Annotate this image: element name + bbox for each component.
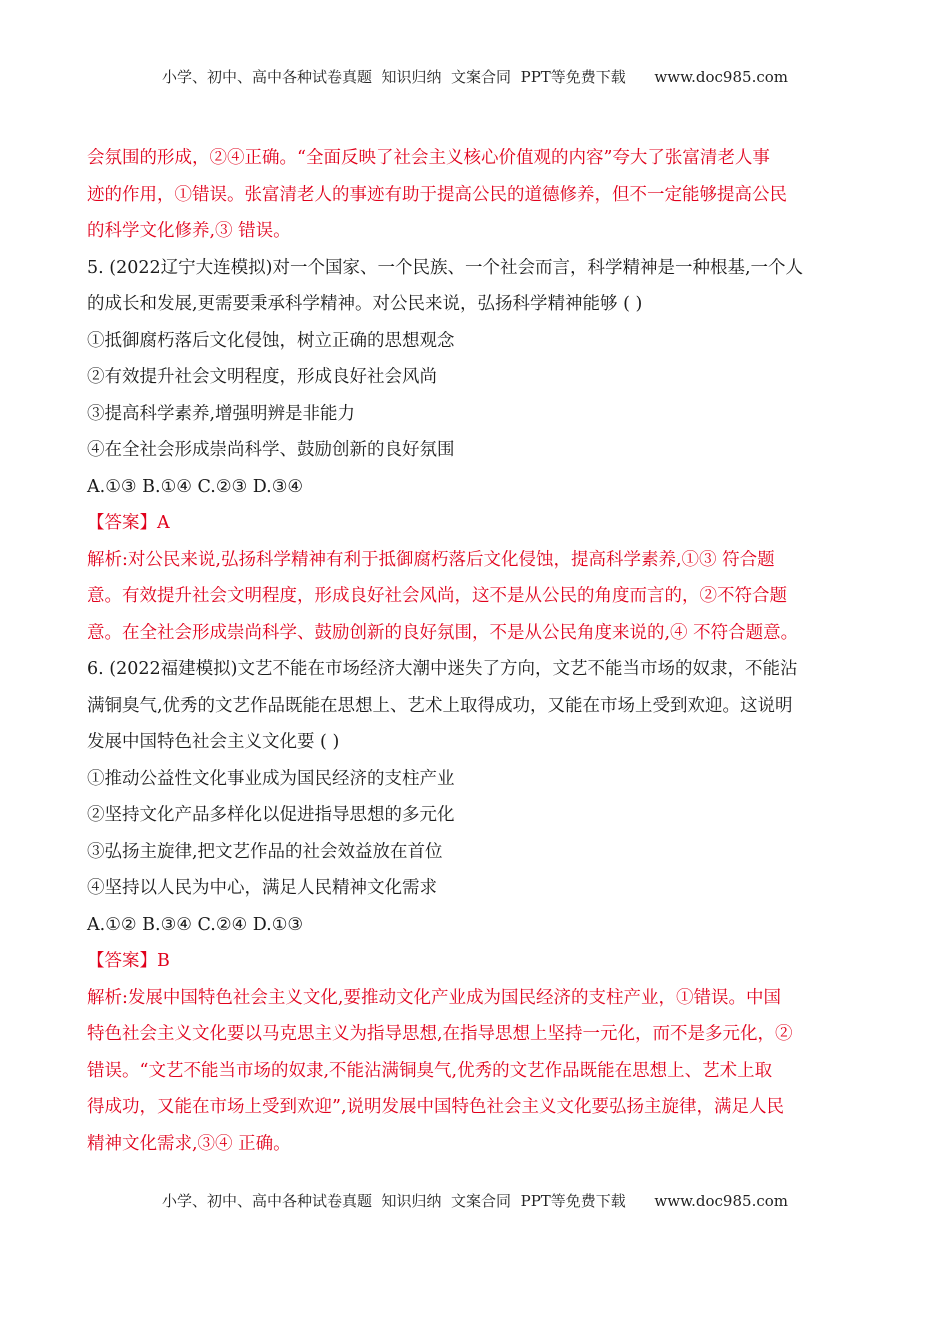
analysis-line: 精神文化需求,③④ 正确。 (87, 1133, 291, 1154)
analysis-line: 迹的作用，①错误。张富清老人的事迹有助于提高公民的道德修养，但不一定能够提高公民 (87, 184, 787, 205)
analysis-line: 错误。“文艺不能当市场的奴隶,不能沾满铜臭气,优秀的文艺作品既能在思想上、艺术上取 (87, 1060, 773, 1081)
option-item: ④坚持以人民为中心，满足人民精神文化需求 (87, 878, 437, 898)
question-stem-line: 的成长和发展,更需要秉承科学精神。对公民来说，弘扬科学精神能够 ( ) (87, 294, 643, 314)
option-item: ②坚持文化产品多样化以促进指导思想的多元化 (87, 805, 455, 825)
answer-choices: A.①② B.③④ C.②④ D.①③ (87, 914, 304, 935)
answer-key: 【答案】B (87, 951, 170, 971)
question-stem-line: 发展中国特色社会主义文化要 ( ) (87, 732, 340, 752)
question-6 (87, 651, 865, 1162)
option-item: ②有效提升社会文明程度，形成良好社会风尚 (87, 367, 437, 387)
analysis-line: 意。在全社会形成崇尚科学、鼓励创新的良好氛围，不是从公民角度来说的,④ 不符合题意。 (87, 622, 799, 643)
question-stem-line: 6. (2022福建模拟)文艺不能在市场经济大潮中迷失了方向，文艺不能当市场的奴隶，不能沾 (87, 659, 798, 679)
question-stem-line: 满铜臭气,优秀的文艺作品既能在思想上、艺术上取得成功，又能在市场上受到欢迎。这说明 (87, 695, 793, 716)
question-5 (87, 250, 865, 652)
analysis-line: 解析:发展中国特色社会主义文化,要推动文化产业成为国民经济的支柱产业，①错误。中国 (87, 987, 781, 1008)
analysis-line: 解析:对公民来说,弘扬科学精神有利于抵御腐朽落后文化侵蚀，提高科学素养,①③ 符合题 (87, 549, 775, 570)
document-body (87, 140, 865, 1162)
page-footer: 小学、初中、高中各种试卷真题 知识归纳 文案合同 PPT等免费下载 www.doc985.com (161, 1192, 788, 1210)
analysis-line: 的科学文化修养,③ 错误。 (87, 221, 291, 241)
question-stem-line: 5. (2022辽宁大连模拟)对一个国家、一个民族、一个社会而言，科学精神是一种根基,一个人 (87, 257, 804, 278)
analysis-line: 会氛围的形成，②④正确。“全面反映了社会主义核心价值观的内容”夸大了张富清老人事 (87, 148, 770, 168)
answer-key: 【答案】A (87, 513, 170, 533)
analysis-line: 意。有效提升社会文明程度，形成良好社会风尚，这不是从公民的角度而言的，②不符合题 (87, 586, 787, 606)
option-item: ①抵御腐朽落后文化侵蚀，树立正确的思想观念 (87, 330, 455, 351)
option-item: ①推动公益性文化事业成为国民经济的支柱产业 (87, 768, 455, 789)
option-item: ③提高科学素养,增强明辨是非能力 (87, 403, 356, 424)
answer-choices: A.①③ B.①④ C.②③ D.③④ (87, 476, 304, 497)
analysis-line: 特色社会主义文化要以马克思主义为指导思想,在指导思想上坚持一元化，而不是多元化，② (87, 1024, 793, 1044)
analysis-line: 得成功，又能在市场上受到欢迎”,说明发展中国特色社会主义文化要弘扬主旋律，满足人民 (87, 1097, 785, 1117)
option-item: ③弘扬主旋律,把文艺作品的社会效益放在首位 (87, 841, 443, 862)
option-item: ④在全社会形成崇尚科学、鼓励创新的良好氛围 (87, 440, 455, 460)
page-header: 小学、初中、高中各种试卷真题 知识归纳 文案合同 PPT等免费下载 www.doc985.com (161, 68, 788, 86)
previous-analysis (87, 140, 865, 250)
